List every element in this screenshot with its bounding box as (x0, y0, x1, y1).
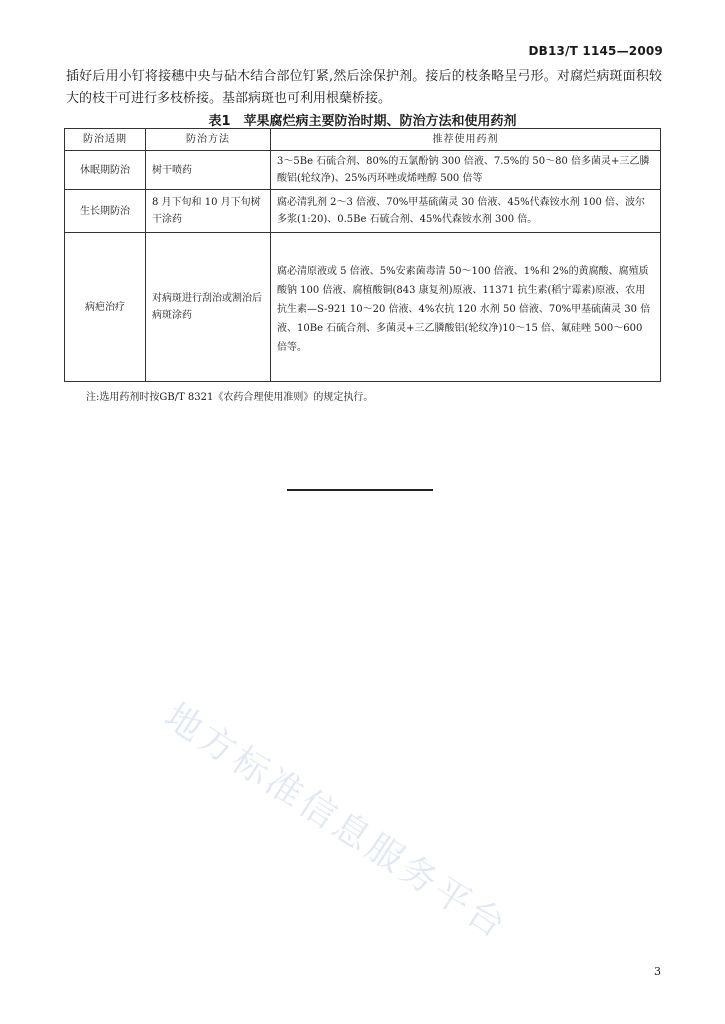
cell-drugs: 腐必清乳剂 2～3 倍液、70%甲基硫菌灵 30 倍液、45%代森铵水剂 100 倍、波尔多浆(1:20)、0.5Be 石硫合剂、45%代森铵水剂 300 倍。 (271, 190, 661, 233)
cell-period: 病疤治疗 (65, 233, 146, 382)
body-paragraph: 插好后用小钉将接穗中央与砧木结合部位钉紧,然后涂保护剂。接后的枝条略呈弓形。对腐烂病斑面积较大的枝干可进行多枝桥接。基部病斑也可利用根蘖桥接。 (66, 69, 662, 106)
header-period: 防治适期 (65, 129, 146, 151)
watermark: 地方标准信息服务平台 (157, 695, 516, 949)
cell-method: 8 月下旬和 10 月下旬树干涂药 (146, 190, 271, 233)
cell-drugs: 腐必清原液或 5 倍液、5%安素菌毒清 50～100 倍液、1%和 2%的黄腐酸、腐殖质酸钠 100 倍液、腐植酸铜(843 康复剂)原液、11371 抗生素(稻宁霉素)原液、农用抗生素—S-921 10～20 倍液、4%农抗 120 水剂 50 倍液、70%甲基硫菌灵 30 倍液、10Be 石硫合剂、多菌灵+三乙膦酸铝(轮纹净)10～15 倍、氟硅唑 500～600 倍等。 (271, 233, 661, 382)
standard-code: DB13/T 1145—2009 (528, 44, 663, 58)
header-drugs: 推荐使用药剂 (271, 129, 661, 151)
table-caption: 表1 苹果腐烂病主要防治时期、防治方法和使用药剂 (208, 114, 517, 129)
table-note: 注:选用药剂时按GB/T 8321《农药合理使用准则》的规定执行。 (86, 392, 374, 403)
cell-period: 休眠期防治 (65, 151, 146, 190)
cell-method: 树干喷药 (146, 151, 271, 190)
control-measures-table (64, 128, 661, 382)
end-divider (287, 489, 433, 491)
cell-drugs: 3～5Be 石硫合剂、80%的五氯酚钠 300 倍液、7.5%的 50～80 倍多菌灵+三乙膦酸铝(轮纹净)、25%丙环唑或烯唑醇 500 倍等 (271, 151, 661, 190)
table-row (65, 233, 661, 382)
cell-period: 生长期防治 (65, 190, 146, 233)
cell-method: 对病斑进行刮治或割治后病斑涂药 (146, 233, 271, 382)
header-method: 防治方法 (146, 129, 271, 151)
table-header-row (65, 129, 661, 151)
table-row (65, 190, 661, 233)
page-number: 3 (654, 965, 661, 978)
table-row (65, 151, 661, 190)
